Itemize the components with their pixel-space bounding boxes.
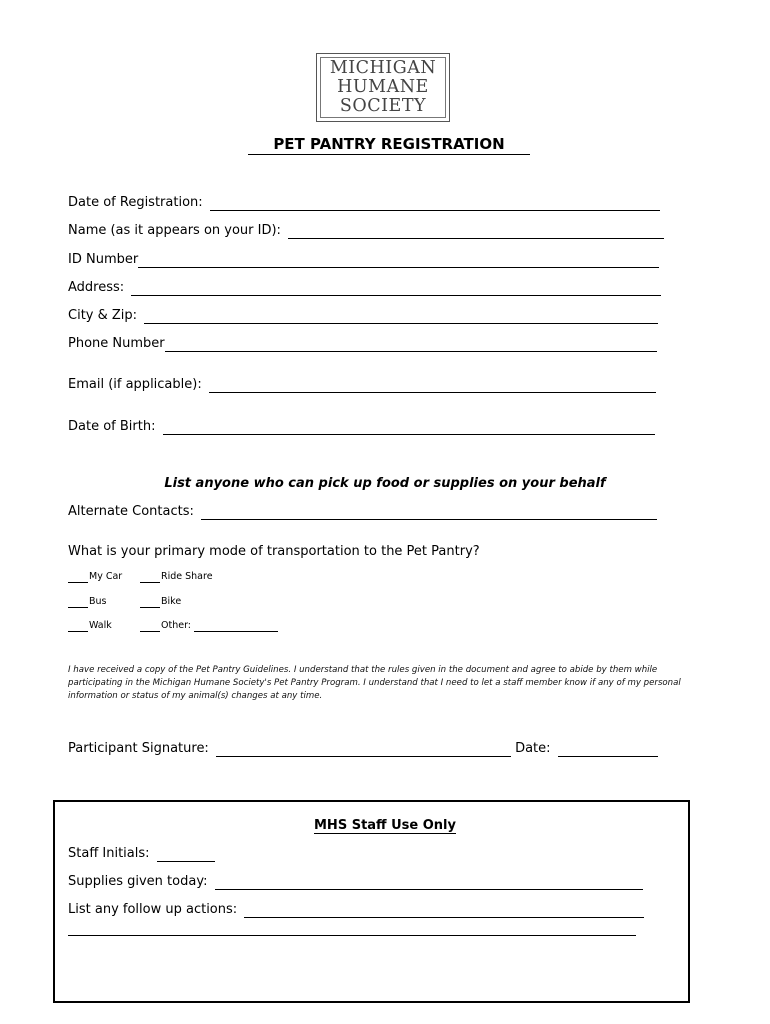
field-follow-up-actions	[68, 902, 644, 918]
date-of-birth-input-line[interactable]	[163, 422, 655, 435]
field-supplies-given	[68, 874, 643, 890]
field-label: Date of Birth:	[68, 419, 160, 434]
name-input-line[interactable]	[288, 226, 664, 239]
field-date-of-registration	[68, 195, 660, 211]
field-address	[68, 280, 661, 296]
field-city-zip	[68, 308, 658, 324]
alternate-contacts-input-line[interactable]	[201, 507, 657, 520]
guidelines-acknowledgement: I have received a copy of the Pet Pantry Guidelines. I understand that the rules given in the document and agree to abide by them while participating in the Michigan Humane Society's Pet Pantry Program. I understand that I need to let a staff member know if any of my personal information or status of my animal(s) changes at any time.	[68, 665, 681, 701]
option-label: My Car	[89, 571, 123, 582]
logo-line-3: SOCIETY	[339, 96, 427, 116]
field-label: List any follow up actions:	[68, 902, 242, 917]
signature-label: Participant Signature:	[68, 741, 213, 756]
field-label: Alternate Contacts:	[68, 504, 199, 519]
option-label: Other:	[161, 620, 192, 631]
signature-input-line[interactable]	[216, 744, 511, 757]
signature-date-label: Date:	[510, 741, 555, 756]
phone-number-input-line[interactable]	[165, 339, 657, 352]
other-input-line[interactable]	[194, 623, 278, 632]
field-label: Phone Number	[68, 336, 165, 351]
signature-row	[68, 741, 658, 757]
city-zip-input-line[interactable]	[144, 311, 658, 324]
field-label: Name (as it appears on your ID):	[68, 223, 286, 238]
option-blank[interactable]	[140, 574, 160, 583]
supplies-given-input-line[interactable]	[215, 877, 643, 890]
field-email	[68, 377, 656, 393]
field-label: Address:	[68, 280, 129, 295]
field-phone-number	[68, 336, 657, 352]
field-id-number	[68, 252, 659, 268]
follow-up-actions-extra-line[interactable]	[68, 934, 636, 936]
address-input-line[interactable]	[131, 283, 661, 296]
alternate-contacts-heading: List anyone who can pick up food or supplies on your behalf	[164, 476, 606, 491]
field-label: Email (if applicable):	[68, 377, 206, 392]
field-staff-initials	[68, 846, 215, 862]
signature-date-input-line[interactable]	[558, 744, 658, 757]
logo-line-2: HUMANE	[337, 77, 429, 97]
follow-up-actions-input-line[interactable]	[244, 905, 644, 918]
field-label: ID Number	[68, 252, 139, 267]
option-blank[interactable]	[68, 599, 88, 608]
option-label: Bike	[161, 596, 182, 607]
form-title: PET PANTRY REGISTRATION	[248, 134, 530, 155]
logo-line-1: MICHIGAN	[329, 58, 437, 78]
staff-initials-input-line[interactable]	[157, 849, 215, 862]
field-name	[68, 223, 664, 239]
option-blank[interactable]	[140, 599, 160, 608]
date-of-registration-input-line[interactable]	[210, 198, 660, 211]
option-blank[interactable]	[68, 574, 88, 583]
option-walk[interactable]	[68, 620, 112, 632]
email-input-line[interactable]	[209, 380, 656, 393]
option-bus[interactable]	[68, 596, 107, 608]
option-label: Walk	[89, 620, 112, 631]
option-bike[interactable]	[140, 596, 181, 608]
staff-use-title-text: MHS Staff Use Only	[314, 818, 456, 833]
transportation-question: What is your primary mode of transportation to the Pet Pantry?	[68, 544, 480, 559]
field-alternate-contacts	[68, 504, 657, 520]
option-label: Bus	[89, 596, 107, 607]
option-blank[interactable]	[140, 623, 160, 632]
michigan-humane-society-logo	[316, 53, 450, 122]
option-ride-share[interactable]	[140, 571, 213, 583]
option-my-car[interactable]	[68, 571, 122, 583]
field-date-of-birth	[68, 419, 655, 435]
field-label: Staff Initials:	[68, 846, 154, 861]
id-number-input-line[interactable]	[138, 255, 659, 268]
field-label: Supplies given today:	[68, 874, 212, 889]
field-label: Date of Registration:	[68, 195, 207, 210]
field-label: City & Zip:	[68, 308, 142, 323]
staff-use-title	[0, 818, 770, 834]
option-other[interactable]	[140, 620, 278, 632]
option-blank[interactable]	[68, 623, 88, 632]
option-label: Ride Share	[161, 571, 213, 582]
